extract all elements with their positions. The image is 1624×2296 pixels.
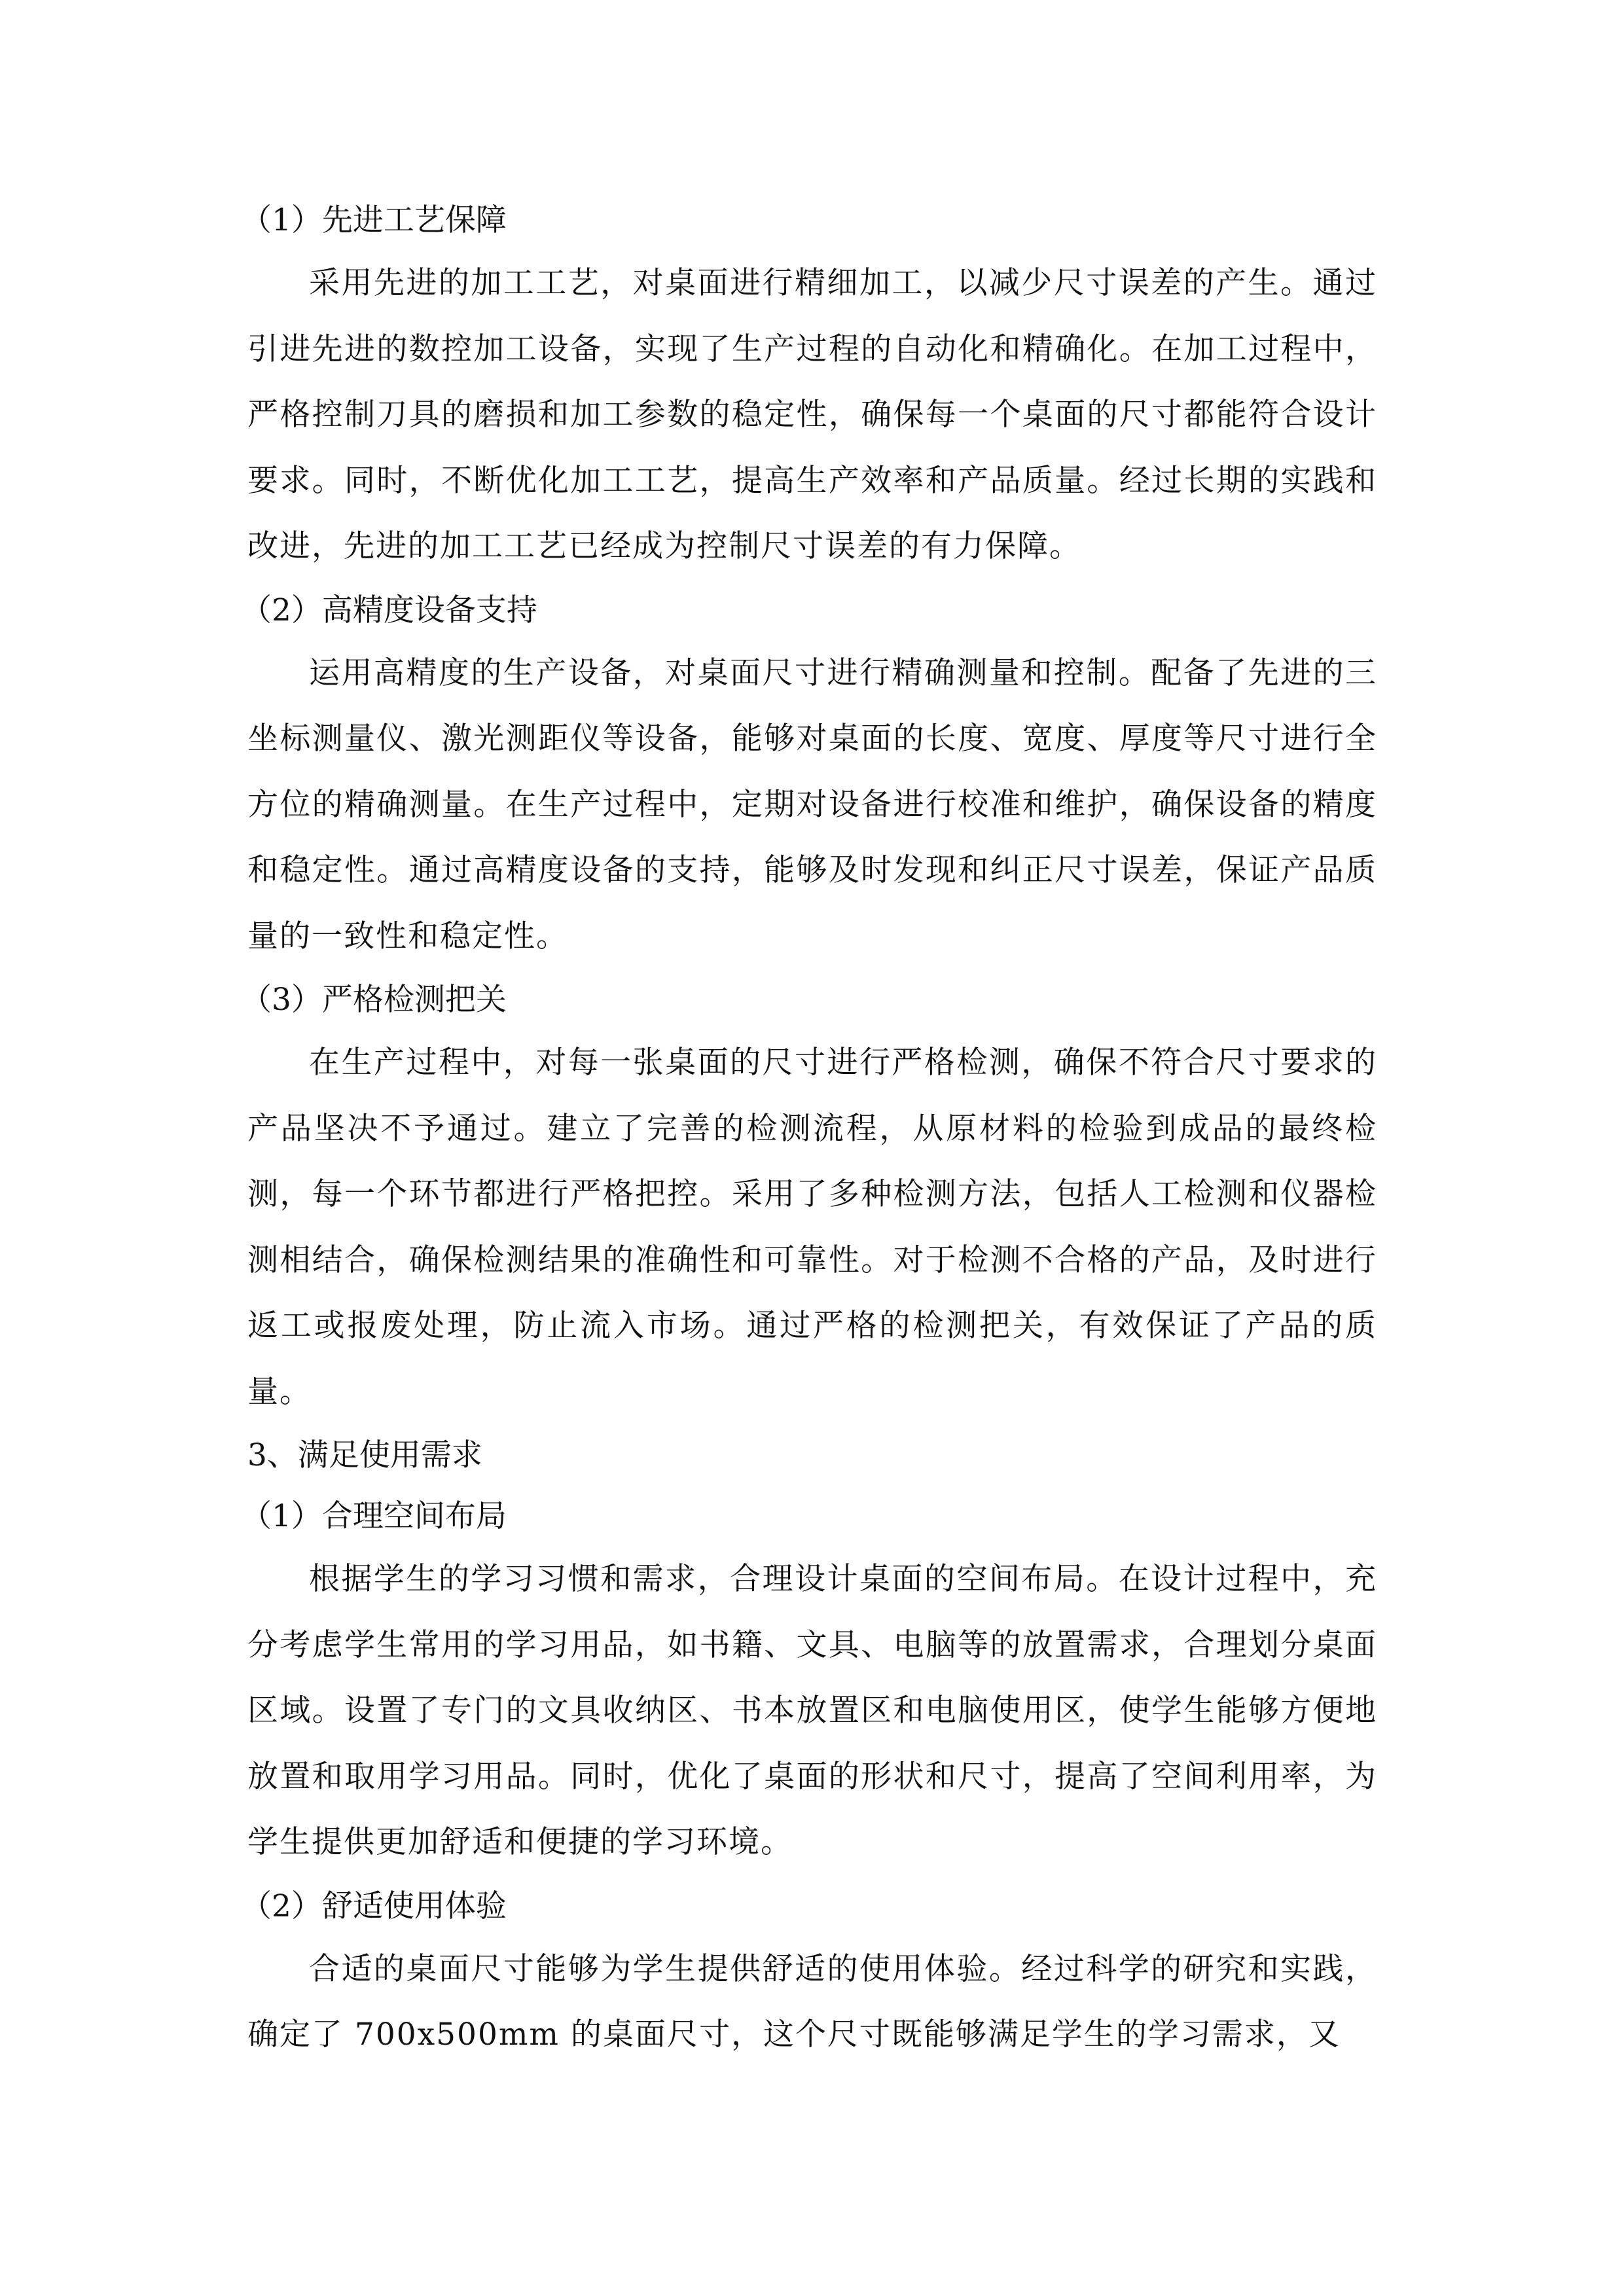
section-heading-precision-equipment: （2）高精度设备支持 bbox=[241, 592, 537, 628]
section-paragraph-precision-equipment: 运用高精度的生产设备，对桌面尺寸进行精确测量和控制。配备了先进的三坐标测量仪、激光测距仪等设备，能够对桌面的长度、宽度、厚度等尺寸进行全方位的精确测量。在生产过程中，定期对设备进行校准和维护，确保设备的精度和稳定性。通过高精度设备的支持，能够及时发现和纠正尺寸误差，保证产品质量的一致性和稳定性。 bbox=[247, 655, 1377, 954]
section-paragraph-strict-inspection: 在生产过程中，对每一张桌面的尺寸进行严格检测，确保不符合尺寸要求的产品坚决不予通过。建立了完善的检测流程，从原材料的检验到成品的最终检测，每一个环节都进行严格把控。采用了多种检测方法，包括人工检测和仪器检测相结合，确保检测结果的准确性和可靠性。对于检测不合格的产品，及时进行返工或报废处理，防止流入市场。通过严格的检测把关，有效保证了产品的质量。 bbox=[247, 1045, 1377, 1410]
section-heading-comfort-experience: （2）舒适使用体验 bbox=[241, 1888, 507, 1924]
section-heading-strict-inspection: （3）严格检测把关 bbox=[241, 982, 507, 1018]
section-paragraph-space-layout: 根据学生的学习习惯和需求，合理设计桌面的空间布局。在设计过程中，充分考虑学生常用的学习用品，如书籍、文具、电脑等的放置需求，合理划分桌面区域。设置了专门的文具收纳区、书本放置区和电脑使用区，使学生能够方便地放置和取用学习用品。同时，优化了桌面的形状和尺寸，提高了空间利用率，为学生提供更加舒适和便捷的学习环境。 bbox=[247, 1561, 1377, 1860]
section-paragraph-advanced-process: 采用先进的加工工艺，对桌面进行精细加工，以减少尺寸误差的产生。通过引进先进的数控加工设备，实现了生产过程的自动化和精确化。在加工过程中，严格控制刀具的磨损和加工参数的稳定性，确保每一个桌面的尺寸都能符合设计要求。同时，不断优化加工工艺，提高生产效率和产品质量。经过长期的实践和改进，先进的加工工艺已经成为控制尺寸误差的有力保障。 bbox=[247, 265, 1377, 564]
document-body bbox=[241, 190, 1377, 2068]
section-heading-advanced-process: （1）先进工艺保障 bbox=[241, 202, 507, 238]
section-heading-space-layout: （1）合理空间布局 bbox=[241, 1498, 507, 1534]
major-heading-usage-needs: 3、满足使用需求 bbox=[247, 1437, 482, 1473]
section-paragraph-comfort-experience: 合适的桌面尺寸能够为学生提供舒适的使用体验。经过科学的研究和实践，确定了 700x500mm 的桌面尺寸，这个尺寸既能够满足学生的学习需求，又 bbox=[247, 1950, 1377, 2053]
